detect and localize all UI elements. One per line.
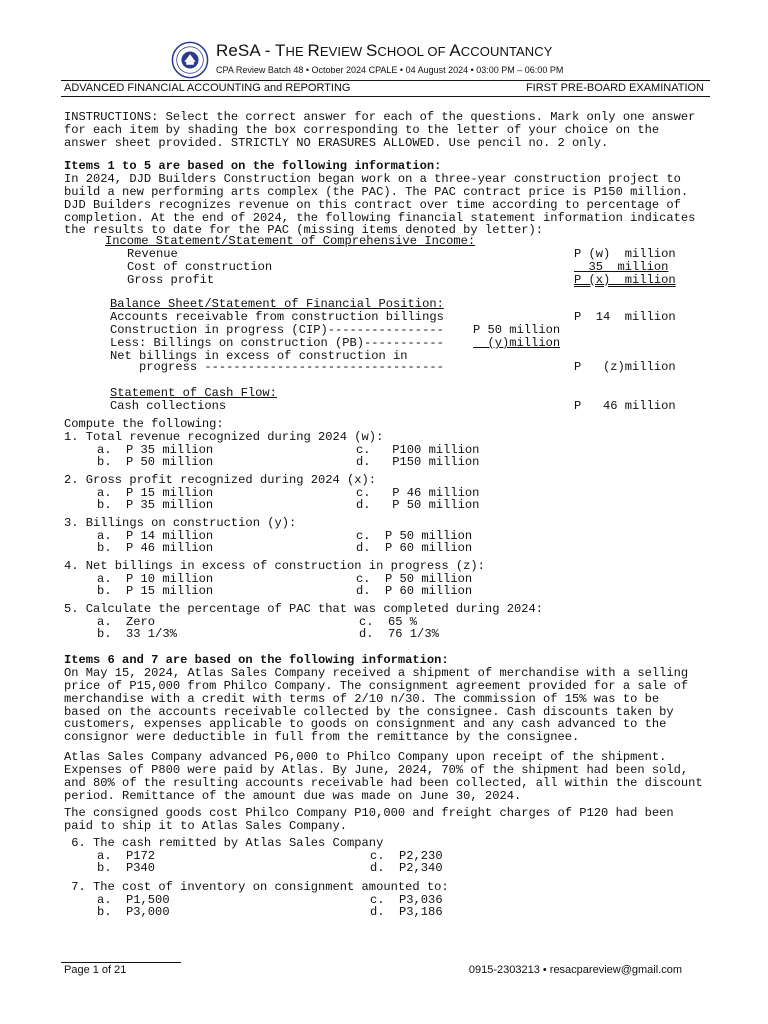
choice-c: c. P 46 million	[356, 486, 480, 500]
resa-logo	[171, 41, 209, 79]
choice-d: d. P3,186	[370, 905, 443, 919]
instructions-line: for each item by shading the box corresponding to the letter of your choice on the	[64, 122, 660, 137]
choice-d: d. P 50 million	[356, 498, 480, 512]
choice-b: b. P 35 million	[97, 498, 214, 512]
contact-info: 0915-2303213 • resacpareview@gmail.com	[468, 964, 682, 976]
question-6: 6. The cash remitted by Atlas Sales Company	[64, 836, 384, 850]
bs-label: progress ---------------------------------	[110, 360, 444, 374]
block1-text: completion. At the end of 2024, the following financial statement information indicates	[64, 210, 696, 225]
question-1: 1. Total revenue recognized during 2024 (w):	[64, 430, 384, 444]
block2-text: price of P15,000 from Philco Company. The consignment agreement provided for a sale of	[64, 678, 689, 693]
choice-c: c. P3,036	[370, 893, 443, 907]
block1-text: the results to date for the PAC (missing items denoted by letter):	[64, 223, 543, 238]
block1-intro	[64, 160, 704, 237]
block2-text: Atlas Sales Company advanced P6,000 to Philco Company upon receipt of the shipment.	[64, 750, 667, 764]
is-value: 35 million	[574, 260, 669, 274]
school-name: ReSA - THE REVIEW SCHOOL OF ACCOUNTANCY	[216, 41, 553, 60]
bs-label: Construction in progress (CIP)----------------	[110, 323, 444, 337]
is-label: Revenue	[127, 247, 178, 261]
page-number: Page 1 of 21	[64, 964, 127, 976]
block1-text: build a new performing arts complex (the PAC). The PAC contract price is P150 million.	[64, 184, 689, 199]
block1-text: DJD Builders recognizes revenue on this contract over time according to percentage of	[64, 197, 681, 212]
compute-label: Compute the following:	[64, 417, 224, 431]
choice-a: a. P 14 million	[97, 529, 214, 543]
block2-text: Expenses of P800 were paid by Atlas. By June, 2024, 70% of the shipment had been sold,	[64, 762, 689, 777]
bs-mid: P 50 million	[473, 323, 561, 337]
choice-a: a. P 10 million	[97, 572, 214, 586]
block2-text: based on the accounts receivable collected by the consignee. Cash discounts taken by	[64, 704, 674, 719]
block2-intro	[64, 654, 704, 744]
choice-a: a. Zero	[97, 615, 156, 629]
choice-a: a. P1,500	[97, 893, 170, 907]
block2-text: customers, expenses applicable to goods on consignment and any cash advanced to the	[64, 717, 667, 732]
block2-text: period. Remittance of the amount due was made on June 30, 2024.	[64, 788, 522, 803]
choice-d: d. P150 million	[356, 455, 480, 469]
block2-text: On May 15, 2024, Atlas Sales Company received a shipment of merchandise with a selling	[64, 665, 689, 680]
choice-b: b. 33 1/3%	[97, 627, 177, 641]
block2-text: consignor were deductible in full from the remittance by the consignee.	[64, 730, 580, 745]
choice-d: d. P2,340	[370, 861, 443, 875]
bs-mid: (y)million	[473, 336, 561, 350]
balance-sheet-title: Balance Sheet/Statement of Financial Position:	[110, 297, 444, 311]
choice-b: b. P 15 million	[97, 584, 214, 598]
block1-text: In 2024, DJD Builders Construction began work on a three-year construction project to	[64, 171, 681, 186]
cash-flow-title: Statement of Cash Flow:	[110, 386, 277, 400]
income-statement-title: Income Statement/Statement of Comprehensive Income:	[105, 234, 476, 248]
bs-value: P (z)million	[574, 360, 676, 374]
choice-b: b. P 46 million	[97, 541, 214, 555]
block2-text: The consigned goods cost Philco Company P10,000 and freight charges of P120 had been	[64, 806, 674, 820]
question-5: 5. Calculate the percentage of PAC that was completed during 2024:	[64, 602, 543, 616]
choice-d: d. P 60 million	[356, 541, 473, 555]
cf-label: Cash collections	[110, 399, 227, 413]
block2-para2	[64, 751, 704, 803]
choice-c: c. P 50 million	[356, 529, 473, 543]
instructions-line: INSTRUCTIONS: Select the correct answer for each of the questions. Mark only one answer	[64, 110, 696, 124]
choice-b: b. P340	[97, 861, 156, 875]
choice-a: a. P172	[97, 849, 156, 863]
is-label: Cost of construction	[127, 260, 273, 274]
choice-c: c. P100 million	[356, 443, 480, 457]
question-3: 3. Billings on construction (y):	[64, 516, 297, 530]
footer-rule	[61, 962, 181, 963]
choice-a: a. P 35 million	[97, 443, 214, 457]
is-label: Gross profit	[127, 273, 215, 287]
header-rule-top	[61, 80, 710, 81]
block2-text: merchandise with a credit with terms of 2/10 n/30. The commission of 15% was to be	[64, 691, 660, 706]
choice-c: c. P 50 million	[356, 572, 473, 586]
question-2: 2. Gross profit recognized during 2024 (x):	[64, 473, 377, 487]
is-value: P (w) million	[574, 247, 676, 261]
exam-schedule: CPA Review Batch 48 • October 2024 CPALE • 04 August 2024 • 03:00 PM – 06:00 PM	[216, 65, 564, 75]
block2-heading: Items 6 and 7 are based on the following information:	[64, 653, 449, 667]
question-4: 4. Net billings in excess of construction in progress (z):	[64, 559, 485, 573]
bs-label: Less: Billings on construction (PB)-----------	[110, 336, 444, 350]
instructions	[64, 111, 704, 150]
choice-b: b. P3,000	[97, 905, 170, 919]
choice-d: d. P 60 million	[356, 584, 473, 598]
choice-a: a. P 15 million	[97, 486, 214, 500]
choice-c: c. 65 %	[359, 615, 418, 629]
header-rule-bottom	[61, 96, 710, 97]
bs-value: P 14 million	[574, 310, 676, 324]
choice-d: d. 76 1/3%	[359, 627, 439, 641]
instructions-line: answer sheet provided. STRICTLY NO ERASURES ALLOWED. Use pencil no. 2 only.	[64, 135, 609, 150]
bs-label: Net billings in excess of construction in	[110, 349, 408, 363]
block2-text: paid to ship it to Atlas Sales Company.	[64, 818, 348, 833]
is-value: P (x) million	[574, 273, 676, 287]
block1-heading: Items 1 to 5 are based on the following information:	[64, 159, 442, 173]
block2-text: and 80% of the resulting accounts receivable had been collected, all within the discount	[64, 775, 703, 790]
cf-value: P 46 million	[574, 399, 676, 413]
choice-b: b. P 50 million	[97, 455, 214, 469]
block2-para3	[64, 807, 704, 833]
bs-label: Accounts receivable from construction billings	[110, 310, 444, 324]
exam-title: FIRST PRE-BOARD EXAMINATION	[525, 82, 704, 94]
question-7: 7. The cost of inventory on consignment amounted to:	[64, 880, 449, 894]
choice-c: c. P2,230	[370, 849, 443, 863]
subject-title: ADVANCED FINANCIAL ACCOUNTING and REPORTING	[64, 82, 351, 94]
